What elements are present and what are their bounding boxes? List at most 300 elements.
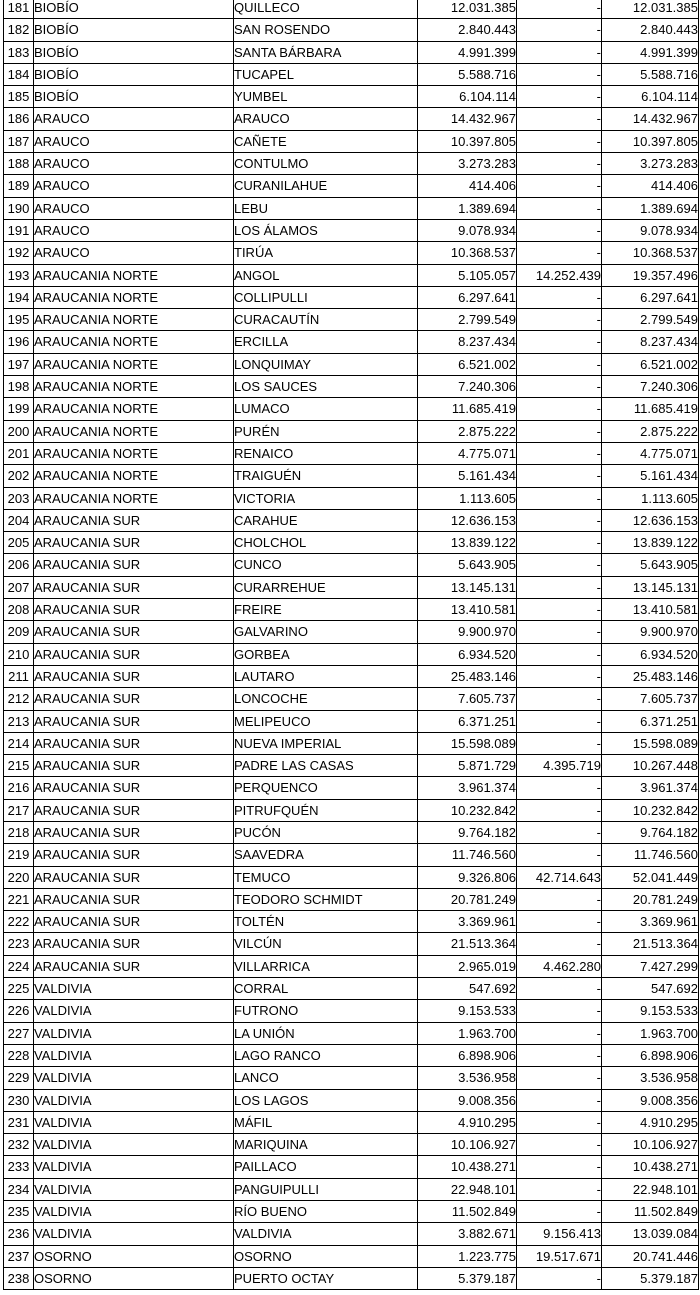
amount-1-cell: 22.948.101 — [418, 1178, 517, 1200]
amount-2-cell: - — [517, 153, 602, 175]
row-number-cell: 234 — [4, 1178, 34, 1200]
table-row — [4, 153, 699, 175]
amount-2-cell: 9.156.413 — [517, 1223, 602, 1245]
table-row — [4, 554, 699, 576]
row-number-cell: 235 — [4, 1201, 34, 1223]
commune-cell: ERCILLA — [234, 331, 418, 353]
municipal-funds-table — [3, 0, 699, 1290]
row-number-cell: 193 — [4, 264, 34, 286]
region-cell: VALDIVIA — [34, 978, 234, 1000]
amount-1-cell: 9.008.356 — [418, 1089, 517, 1111]
amount-2-cell: - — [517, 1089, 602, 1111]
total-cell: 6.934.520 — [602, 643, 699, 665]
amount-2-cell: - — [517, 1267, 602, 1289]
region-cell: BIOBÍO — [34, 0, 234, 19]
commune-cell: LAGO RANCO — [234, 1044, 418, 1066]
total-cell: 15.598.089 — [602, 732, 699, 754]
region-cell: ARAUCANIA NORTE — [34, 442, 234, 464]
commune-cell: QUILLECO — [234, 0, 418, 19]
total-cell: 12.636.153 — [602, 509, 699, 531]
region-cell: ARAUCANIA NORTE — [34, 420, 234, 442]
amount-1-cell: 6.898.906 — [418, 1044, 517, 1066]
amount-2-cell: - — [517, 242, 602, 264]
amount-1-cell: 6.934.520 — [418, 643, 517, 665]
commune-cell: VILLARRICA — [234, 955, 418, 977]
commune-cell: PITRUFQUÉN — [234, 799, 418, 821]
total-cell: 1.113.605 — [602, 487, 699, 509]
amount-2-cell: - — [517, 108, 602, 130]
amount-2-cell: - — [517, 1178, 602, 1200]
total-cell: 5.643.905 — [602, 554, 699, 576]
region-cell: OSORNO — [34, 1245, 234, 1267]
amount-2-cell: - — [517, 1201, 602, 1223]
total-cell: 3.273.283 — [602, 153, 699, 175]
amount-2-cell: - — [517, 509, 602, 531]
row-number-cell: 237 — [4, 1245, 34, 1267]
table-row — [4, 0, 699, 19]
amount-2-cell: - — [517, 309, 602, 331]
table-row — [4, 219, 699, 241]
commune-cell: LOS SAUCES — [234, 376, 418, 398]
amount-1-cell: 414.406 — [418, 175, 517, 197]
amount-2-cell: - — [517, 1067, 602, 1089]
region-cell: ARAUCANIA NORTE — [34, 286, 234, 308]
region-cell: ARAUCO — [34, 197, 234, 219]
region-cell: VALDIVIA — [34, 1134, 234, 1156]
amount-2-cell: - — [517, 63, 602, 85]
region-cell: VALDIVIA — [34, 1223, 234, 1245]
total-cell: 2.799.549 — [602, 309, 699, 331]
commune-cell: OSORNO — [234, 1245, 418, 1267]
total-cell: 6.297.641 — [602, 286, 699, 308]
table-row — [4, 1000, 699, 1022]
amount-1-cell: 6.297.641 — [418, 286, 517, 308]
commune-cell: SAN ROSENDO — [234, 19, 418, 41]
total-cell: 414.406 — [602, 175, 699, 197]
commune-cell: LONCOCHE — [234, 688, 418, 710]
amount-2-cell: - — [517, 442, 602, 464]
amount-1-cell: 3.961.374 — [418, 777, 517, 799]
amount-1-cell: 21.513.364 — [418, 933, 517, 955]
total-cell: 2.840.443 — [602, 19, 699, 41]
amount-1-cell: 10.438.271 — [418, 1156, 517, 1178]
table-row — [4, 1245, 699, 1267]
amount-2-cell: - — [517, 465, 602, 487]
amount-1-cell: 13.145.131 — [418, 576, 517, 598]
region-cell: ARAUCANIA SUR — [34, 576, 234, 598]
row-number-cell: 197 — [4, 353, 34, 375]
commune-cell: CARAHUE — [234, 509, 418, 531]
amount-2-cell: - — [517, 1134, 602, 1156]
row-number-cell: 224 — [4, 955, 34, 977]
commune-cell: PURÉN — [234, 420, 418, 442]
table-row — [4, 1022, 699, 1044]
total-cell: 13.039.084 — [602, 1223, 699, 1245]
table-row — [4, 888, 699, 910]
row-number-cell: 238 — [4, 1267, 34, 1289]
table-row — [4, 398, 699, 420]
total-cell: 3.961.374 — [602, 777, 699, 799]
row-number-cell: 228 — [4, 1044, 34, 1066]
total-cell: 7.427.299 — [602, 955, 699, 977]
region-cell: ARAUCANIA SUR — [34, 888, 234, 910]
amount-1-cell: 20.781.249 — [418, 888, 517, 910]
amount-1-cell: 6.371.251 — [418, 710, 517, 732]
row-number-cell: 220 — [4, 866, 34, 888]
commune-cell: PUERTO OCTAY — [234, 1267, 418, 1289]
row-number-cell: 214 — [4, 732, 34, 754]
table-row — [4, 866, 699, 888]
commune-cell: CAÑETE — [234, 130, 418, 152]
amount-1-cell: 10.232.842 — [418, 799, 517, 821]
commune-cell: FREIRE — [234, 599, 418, 621]
row-number-cell: 207 — [4, 576, 34, 598]
commune-cell: MARIQUINA — [234, 1134, 418, 1156]
region-cell: VALDIVIA — [34, 1000, 234, 1022]
amount-2-cell: - — [517, 376, 602, 398]
total-cell: 1.389.694 — [602, 197, 699, 219]
amount-2-cell: - — [517, 799, 602, 821]
commune-cell: PANGUIPULLI — [234, 1178, 418, 1200]
region-cell: ARAUCO — [34, 175, 234, 197]
total-cell: 6.898.906 — [602, 1044, 699, 1066]
commune-cell: PUCÓN — [234, 821, 418, 843]
amount-1-cell: 5.871.729 — [418, 755, 517, 777]
table-row — [4, 108, 699, 130]
amount-2-cell: - — [517, 130, 602, 152]
row-number-cell: 190 — [4, 197, 34, 219]
total-cell: 3.369.961 — [602, 911, 699, 933]
row-number-cell: 213 — [4, 710, 34, 732]
total-cell: 10.232.842 — [602, 799, 699, 821]
amount-2-cell: - — [517, 933, 602, 955]
amount-2-cell: - — [517, 286, 602, 308]
commune-cell: LEBU — [234, 197, 418, 219]
commune-cell: ANGOL — [234, 264, 418, 286]
table-row — [4, 331, 699, 353]
region-cell: VALDIVIA — [34, 1156, 234, 1178]
commune-cell: SAAVEDRA — [234, 844, 418, 866]
amount-1-cell: 14.432.967 — [418, 108, 517, 130]
table-row — [4, 264, 699, 286]
amount-2-cell: - — [517, 732, 602, 754]
amount-2-cell: 4.395.719 — [517, 755, 602, 777]
row-number-cell: 188 — [4, 153, 34, 175]
total-cell: 10.397.805 — [602, 130, 699, 152]
amount-1-cell: 11.746.560 — [418, 844, 517, 866]
commune-cell: CONTULMO — [234, 153, 418, 175]
total-cell: 12.031.385 — [602, 0, 699, 19]
row-number-cell: 212 — [4, 688, 34, 710]
table-row — [4, 197, 699, 219]
total-cell: 5.379.187 — [602, 1267, 699, 1289]
amount-2-cell: - — [517, 1044, 602, 1066]
total-cell: 10.438.271 — [602, 1156, 699, 1178]
amount-1-cell: 5.588.716 — [418, 63, 517, 85]
row-number-cell: 223 — [4, 933, 34, 955]
region-cell: VALDIVIA — [34, 1089, 234, 1111]
total-cell: 52.041.449 — [602, 866, 699, 888]
table-row — [4, 643, 699, 665]
region-cell: ARAUCANIA SUR — [34, 955, 234, 977]
amount-1-cell: 3.369.961 — [418, 911, 517, 933]
row-number-cell: 226 — [4, 1000, 34, 1022]
amount-2-cell: - — [517, 576, 602, 598]
total-cell: 25.483.146 — [602, 665, 699, 687]
region-cell: ARAUCANIA NORTE — [34, 487, 234, 509]
commune-cell: FUTRONO — [234, 1000, 418, 1022]
amount-2-cell: - — [517, 86, 602, 108]
commune-cell: MÁFIL — [234, 1111, 418, 1133]
table-row — [4, 1044, 699, 1066]
commune-cell: SANTA BÁRBARA — [234, 41, 418, 63]
total-cell: 2.875.222 — [602, 420, 699, 442]
commune-cell: CORRAL — [234, 978, 418, 1000]
amount-1-cell: 10.397.805 — [418, 130, 517, 152]
amount-2-cell: - — [517, 978, 602, 1000]
table-row — [4, 442, 699, 464]
region-cell: VALDIVIA — [34, 1111, 234, 1133]
commune-cell: COLLIPULLI — [234, 286, 418, 308]
amount-1-cell: 4.991.399 — [418, 41, 517, 63]
table-row — [4, 130, 699, 152]
commune-cell: YUMBEL — [234, 86, 418, 108]
commune-cell: CURARREHUE — [234, 576, 418, 598]
table-row — [4, 710, 699, 732]
total-cell: 7.605.737 — [602, 688, 699, 710]
amount-2-cell: - — [517, 1156, 602, 1178]
region-cell: ARAUCANIA SUR — [34, 933, 234, 955]
region-cell: VALDIVIA — [34, 1022, 234, 1044]
total-cell: 8.237.434 — [602, 331, 699, 353]
row-number-cell: 231 — [4, 1111, 34, 1133]
row-number-cell: 187 — [4, 130, 34, 152]
row-number-cell: 206 — [4, 554, 34, 576]
amount-2-cell: - — [517, 554, 602, 576]
table-body — [4, 0, 699, 1290]
region-cell: ARAUCANIA SUR — [34, 532, 234, 554]
region-cell: VALDIVIA — [34, 1201, 234, 1223]
row-number-cell: 233 — [4, 1156, 34, 1178]
commune-cell: VICTORIA — [234, 487, 418, 509]
commune-cell: VALDIVIA — [234, 1223, 418, 1245]
table-row — [4, 175, 699, 197]
table-row — [4, 911, 699, 933]
amount-2-cell: - — [517, 41, 602, 63]
region-cell: VALDIVIA — [34, 1044, 234, 1066]
region-cell: ARAUCO — [34, 130, 234, 152]
amount-2-cell: - — [517, 197, 602, 219]
commune-cell: PAILLACO — [234, 1156, 418, 1178]
amount-1-cell: 4.775.071 — [418, 442, 517, 464]
amount-1-cell: 15.598.089 — [418, 732, 517, 754]
region-cell: BIOBÍO — [34, 41, 234, 63]
region-cell: ARAUCANIA NORTE — [34, 264, 234, 286]
row-number-cell: 232 — [4, 1134, 34, 1156]
region-cell: ARAUCANIA NORTE — [34, 398, 234, 420]
amount-1-cell: 9.900.970 — [418, 621, 517, 643]
commune-cell: TOLTÉN — [234, 911, 418, 933]
total-cell: 11.502.849 — [602, 1201, 699, 1223]
total-cell: 9.078.934 — [602, 219, 699, 241]
amount-2-cell: - — [517, 599, 602, 621]
region-cell: ARAUCANIA SUR — [34, 911, 234, 933]
commune-cell: LAUTARO — [234, 665, 418, 687]
amount-1-cell: 12.031.385 — [418, 0, 517, 19]
region-cell: BIOBÍO — [34, 63, 234, 85]
region-cell: ARAUCANIA SUR — [34, 755, 234, 777]
row-number-cell: 215 — [4, 755, 34, 777]
table-row — [4, 821, 699, 843]
amount-1-cell: 5.105.057 — [418, 264, 517, 286]
region-cell: ARAUCANIA SUR — [34, 732, 234, 754]
region-cell: ARAUCANIA NORTE — [34, 376, 234, 398]
amount-1-cell: 2.799.549 — [418, 309, 517, 331]
table-row — [4, 532, 699, 554]
amount-1-cell: 8.237.434 — [418, 331, 517, 353]
commune-cell: RÍO BUENO — [234, 1201, 418, 1223]
amount-1-cell: 1.963.700 — [418, 1022, 517, 1044]
amount-1-cell: 6.104.114 — [418, 86, 517, 108]
row-number-cell: 192 — [4, 242, 34, 264]
amount-2-cell: - — [517, 710, 602, 732]
amount-1-cell: 6.521.002 — [418, 353, 517, 375]
total-cell: 5.588.716 — [602, 63, 699, 85]
commune-cell: MELIPEUCO — [234, 710, 418, 732]
commune-cell: NUEVA IMPERIAL — [234, 732, 418, 754]
amount-2-cell: - — [517, 19, 602, 41]
total-cell: 20.741.446 — [602, 1245, 699, 1267]
row-number-cell: 201 — [4, 442, 34, 464]
amount-1-cell: 547.692 — [418, 978, 517, 1000]
amount-1-cell: 5.379.187 — [418, 1267, 517, 1289]
amount-2-cell: - — [517, 911, 602, 933]
amount-2-cell: - — [517, 398, 602, 420]
table-row — [4, 621, 699, 643]
amount-1-cell: 11.685.419 — [418, 398, 517, 420]
region-cell: ARAUCANIA SUR — [34, 688, 234, 710]
table-row — [4, 665, 699, 687]
row-number-cell: 227 — [4, 1022, 34, 1044]
total-cell: 11.746.560 — [602, 844, 699, 866]
row-number-cell: 236 — [4, 1223, 34, 1245]
table-row — [4, 1223, 699, 1245]
table-row — [4, 1156, 699, 1178]
amount-1-cell: 9.764.182 — [418, 821, 517, 843]
region-cell: ARAUCO — [34, 242, 234, 264]
row-number-cell: 211 — [4, 665, 34, 687]
table-row — [4, 777, 699, 799]
region-cell: ARAUCANIA SUR — [34, 844, 234, 866]
commune-cell: TUCAPEL — [234, 63, 418, 85]
region-cell: VALDIVIA — [34, 1178, 234, 1200]
table-row — [4, 1201, 699, 1223]
row-number-cell: 186 — [4, 108, 34, 130]
total-cell: 14.432.967 — [602, 108, 699, 130]
row-number-cell: 230 — [4, 1089, 34, 1111]
row-number-cell: 217 — [4, 799, 34, 821]
amount-2-cell: 19.517.671 — [517, 1245, 602, 1267]
row-number-cell: 216 — [4, 777, 34, 799]
region-cell: ARAUCANIA SUR — [34, 509, 234, 531]
table-row — [4, 955, 699, 977]
amount-2-cell: - — [517, 487, 602, 509]
amount-2-cell: - — [517, 353, 602, 375]
region-cell: ARAUCANIA SUR — [34, 710, 234, 732]
total-cell: 4.775.071 — [602, 442, 699, 464]
total-cell: 20.781.249 — [602, 888, 699, 910]
amount-2-cell: - — [517, 175, 602, 197]
total-cell: 13.839.122 — [602, 532, 699, 554]
table-row — [4, 1267, 699, 1289]
amount-2-cell: - — [517, 420, 602, 442]
commune-cell: CUNCO — [234, 554, 418, 576]
amount-1-cell: 1.223.775 — [418, 1245, 517, 1267]
commune-cell: PERQUENCO — [234, 777, 418, 799]
amount-2-cell: - — [517, 1111, 602, 1133]
region-cell: VALDIVIA — [34, 1067, 234, 1089]
row-number-cell: 198 — [4, 376, 34, 398]
table-row — [4, 19, 699, 41]
region-cell: BIOBÍO — [34, 86, 234, 108]
row-number-cell: 185 — [4, 86, 34, 108]
row-number-cell: 182 — [4, 19, 34, 41]
region-cell: ARAUCANIA SUR — [34, 866, 234, 888]
commune-cell: TIRÚA — [234, 242, 418, 264]
table-row — [4, 353, 699, 375]
table-row — [4, 933, 699, 955]
commune-cell: RENAICO — [234, 442, 418, 464]
region-cell: ARAUCO — [34, 108, 234, 130]
amount-2-cell: - — [517, 688, 602, 710]
row-number-cell: 208 — [4, 599, 34, 621]
amount-2-cell: - — [517, 1000, 602, 1022]
row-number-cell: 200 — [4, 420, 34, 442]
row-number-cell: 204 — [4, 509, 34, 531]
table-row — [4, 844, 699, 866]
total-cell: 11.685.419 — [602, 398, 699, 420]
commune-cell: CURANILAHUE — [234, 175, 418, 197]
region-cell: ARAUCANIA SUR — [34, 621, 234, 643]
region-cell: ARAUCANIA NORTE — [34, 465, 234, 487]
amount-1-cell: 13.839.122 — [418, 532, 517, 554]
region-cell: ARAUCANIA SUR — [34, 665, 234, 687]
commune-cell: VILCÚN — [234, 933, 418, 955]
region-cell: OSORNO — [34, 1267, 234, 1289]
row-number-cell: 195 — [4, 309, 34, 331]
total-cell: 9.900.970 — [602, 621, 699, 643]
table-row — [4, 599, 699, 621]
table-container — [3, 0, 699, 1290]
row-number-cell: 203 — [4, 487, 34, 509]
row-number-cell: 181 — [4, 0, 34, 19]
row-number-cell: 221 — [4, 888, 34, 910]
total-cell: 4.991.399 — [602, 41, 699, 63]
amount-1-cell: 2.875.222 — [418, 420, 517, 442]
amount-2-cell: 42.714.643 — [517, 866, 602, 888]
region-cell: ARAUCANIA SUR — [34, 777, 234, 799]
row-number-cell: 183 — [4, 41, 34, 63]
row-number-cell: 222 — [4, 911, 34, 933]
amount-2-cell: - — [517, 777, 602, 799]
total-cell: 9.764.182 — [602, 821, 699, 843]
row-number-cell: 196 — [4, 331, 34, 353]
region-cell: ARAUCO — [34, 219, 234, 241]
amount-2-cell: - — [517, 821, 602, 843]
row-number-cell: 199 — [4, 398, 34, 420]
amount-1-cell: 3.273.283 — [418, 153, 517, 175]
amount-1-cell: 7.240.306 — [418, 376, 517, 398]
